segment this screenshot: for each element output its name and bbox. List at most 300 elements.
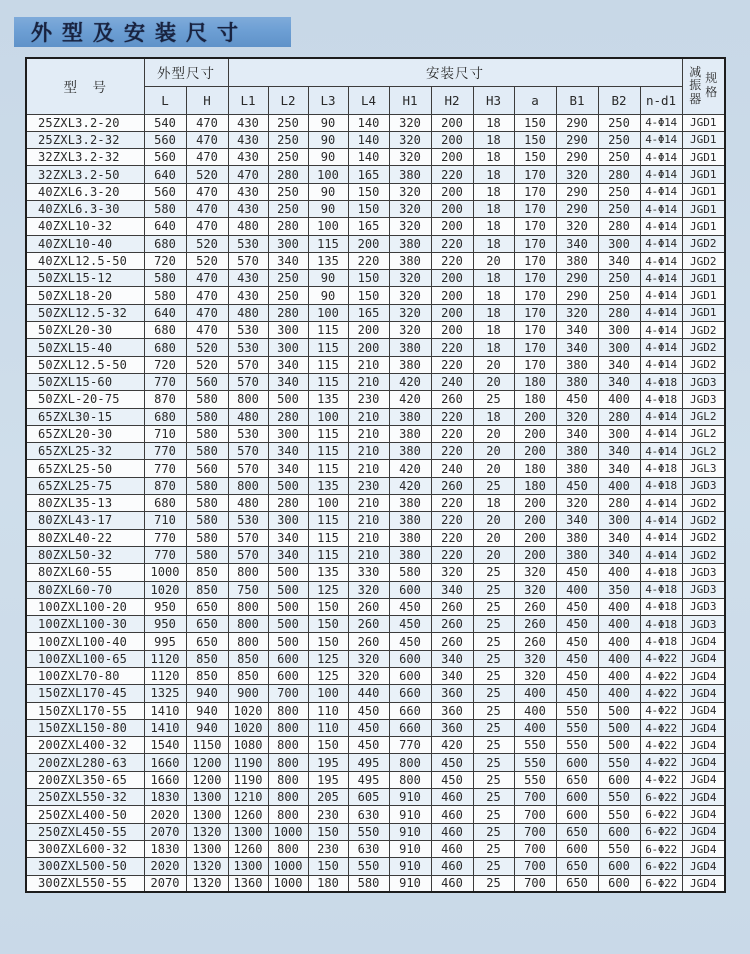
dimension-cell: 320	[389, 218, 431, 235]
nd1-cell: 6-Φ22	[640, 858, 682, 875]
table-row	[26, 495, 725, 512]
dimension-cell: 770	[144, 443, 186, 460]
dimension-cell: 1190	[228, 754, 268, 771]
dimension-cell: 18	[473, 339, 514, 356]
nd1-cell: 4-Φ14	[640, 235, 682, 252]
dimension-cell: 220	[348, 252, 389, 269]
dimension-cell: 25	[473, 650, 514, 667]
damper-spec-cell: JGD2	[682, 339, 725, 356]
table-row	[26, 304, 725, 321]
damper-spec-cell: JGD4	[682, 737, 725, 754]
dimension-cell: 290	[556, 183, 598, 200]
dimension-cell: 180	[514, 460, 556, 477]
dimension-cell: 18	[473, 322, 514, 339]
model-cell: 50ZXL12.5-50	[26, 356, 144, 373]
dimension-cell: 910	[389, 858, 431, 875]
model-cell: 65ZXL20-30	[26, 425, 144, 442]
dimension-cell: 450	[556, 477, 598, 494]
dimension-cell: 340	[598, 356, 640, 373]
nd1-cell: 4-Φ22	[640, 650, 682, 667]
damper-spec-cell: JGD2	[682, 322, 725, 339]
dimension-cell: 260	[514, 598, 556, 615]
nd1-cell: 6-Φ22	[640, 789, 682, 806]
dimension-cell: 220	[431, 166, 473, 183]
dimension-cell: 380	[389, 443, 431, 460]
damper-spec-cell: JGD4	[682, 754, 725, 771]
dimension-cell: 170	[514, 270, 556, 287]
dimension-cell: 380	[389, 529, 431, 546]
column-header-model: 型 号	[26, 58, 144, 114]
dimension-cell: 100	[308, 408, 348, 425]
dimension-cell: 200	[514, 408, 556, 425]
dimension-cell: 560	[144, 131, 186, 148]
dimension-cell: 25	[473, 477, 514, 494]
dimension-cell: 320	[431, 564, 473, 581]
dimension-cell: 290	[556, 149, 598, 166]
damper-spec-cell: JGL2	[682, 443, 725, 460]
table-row	[26, 322, 725, 339]
model-cell: 100ZXL100-65	[26, 650, 144, 667]
dimension-cell: 220	[431, 408, 473, 425]
table-row	[26, 789, 725, 806]
dimension-cell: 250	[268, 270, 308, 287]
dimension-cell: 950	[144, 616, 186, 633]
dimension-cell: 600	[598, 823, 640, 840]
dimension-cell: 800	[268, 702, 308, 719]
dimension-cell: 550	[598, 789, 640, 806]
dimension-cell: 850	[186, 650, 228, 667]
model-cell: 250ZXL450-55	[26, 823, 144, 840]
dimension-cell: 125	[308, 581, 348, 598]
dimension-cell: 320	[348, 581, 389, 598]
model-cell: 150ZXL170-55	[26, 702, 144, 719]
dimension-cell: 710	[144, 425, 186, 442]
model-cell: 80ZXL60-55	[26, 564, 144, 581]
table-row	[26, 823, 725, 840]
dimension-cell: 320	[389, 200, 431, 217]
dimension-cell: 200	[514, 495, 556, 512]
dimension-cell: 1300	[228, 823, 268, 840]
dimension-cell: 230	[308, 806, 348, 823]
dimension-cell: 25	[473, 858, 514, 875]
dimension-cell: 25	[473, 719, 514, 736]
dimension-cell: 18	[473, 287, 514, 304]
column-header-n-d1: n-d1	[640, 86, 682, 114]
damper-spec-cell: JGL2	[682, 408, 725, 425]
dimension-cell: 1260	[228, 806, 268, 823]
nd1-cell: 4-Φ14	[640, 529, 682, 546]
dimension-cell: 170	[514, 235, 556, 252]
dimension-cell: 300	[268, 235, 308, 252]
dimension-cell: 450	[389, 598, 431, 615]
table-row	[26, 875, 725, 892]
table-row	[26, 391, 725, 408]
damper-spec-cell: JGD1	[682, 287, 725, 304]
dimension-cell: 530	[228, 339, 268, 356]
dimension-cell: 550	[514, 754, 556, 771]
dimension-cell: 140	[348, 114, 389, 131]
dimension-cell: 195	[308, 771, 348, 788]
dimension-cell: 770	[389, 737, 431, 754]
dimension-cell: 260	[431, 616, 473, 633]
dimension-cell: 150	[308, 823, 348, 840]
dimension-cell: 250	[268, 183, 308, 200]
table-row	[26, 477, 725, 494]
nd1-cell: 4-Φ22	[640, 685, 682, 702]
dimension-cell: 260	[348, 616, 389, 633]
dimension-cell: 770	[144, 373, 186, 390]
dimension-cell: 380	[556, 443, 598, 460]
dimension-cell: 25	[473, 564, 514, 581]
dimension-cell: 580	[186, 529, 228, 546]
model-cell: 80ZXL60-70	[26, 581, 144, 598]
dimension-cell: 25	[473, 702, 514, 719]
dimension-cell: 380	[389, 546, 431, 563]
dimension-cell: 115	[308, 460, 348, 477]
dimension-cell: 18	[473, 304, 514, 321]
dimension-cell: 800	[389, 771, 431, 788]
dimension-cell: 135	[308, 252, 348, 269]
nd1-cell: 4-Φ18	[640, 391, 682, 408]
dimension-cell: 1660	[144, 771, 186, 788]
dimension-cell: 210	[348, 425, 389, 442]
dimension-cell: 640	[144, 304, 186, 321]
table-row	[26, 408, 725, 425]
damper-spec-cell: JGD4	[682, 840, 725, 857]
dimension-cell: 220	[431, 252, 473, 269]
dimension-cell: 470	[186, 114, 228, 131]
dimension-cell: 210	[348, 373, 389, 390]
dimension-cell: 380	[389, 166, 431, 183]
dimension-cell: 220	[431, 443, 473, 460]
dimension-cell: 720	[144, 252, 186, 269]
dimension-cell: 18	[473, 270, 514, 287]
dimension-cell: 680	[144, 495, 186, 512]
damper-spec-cell: JGD4	[682, 668, 725, 685]
dimension-cell: 290	[556, 200, 598, 217]
dimension-cell: 18	[473, 131, 514, 148]
dimension-cell: 650	[186, 633, 228, 650]
dimension-cell: 170	[514, 200, 556, 217]
dimension-cell: 480	[228, 495, 268, 512]
dimension-cell: 380	[389, 408, 431, 425]
dimension-cell: 800	[268, 806, 308, 823]
dimension-cell: 470	[186, 218, 228, 235]
nd1-cell: 4-Φ18	[640, 477, 682, 494]
damper-spec-cell: JGD1	[682, 114, 725, 131]
dimension-cell: 570	[228, 529, 268, 546]
table-row	[26, 598, 725, 615]
dimension-cell: 1120	[144, 650, 186, 667]
dimension-cell: 900	[228, 685, 268, 702]
dimension-cell: 570	[228, 373, 268, 390]
dimension-cell: 210	[348, 529, 389, 546]
dimension-cell: 600	[556, 789, 598, 806]
table-header	[26, 58, 725, 114]
dimension-cell: 340	[268, 443, 308, 460]
dimension-cell: 340	[268, 252, 308, 269]
dimension-cell: 600	[268, 650, 308, 667]
dimension-cell: 530	[228, 322, 268, 339]
dimension-cell: 450	[348, 737, 389, 754]
dimension-cell: 125	[308, 650, 348, 667]
table-row	[26, 771, 725, 788]
dimension-cell: 550	[598, 806, 640, 823]
model-cell: 200ZXL350-65	[26, 771, 144, 788]
dimension-cell: 530	[228, 425, 268, 442]
dimension-cell: 250	[268, 114, 308, 131]
dimension-cell: 115	[308, 425, 348, 442]
dimension-cell: 400	[598, 633, 640, 650]
dimension-cell: 680	[144, 339, 186, 356]
dimension-cell: 910	[389, 806, 431, 823]
dimension-cell: 20	[473, 356, 514, 373]
dimension-cell: 280	[598, 304, 640, 321]
table-row	[26, 114, 725, 131]
model-cell: 300ZXL600-32	[26, 840, 144, 857]
dimension-cell: 380	[556, 252, 598, 269]
dimension-cell: 450	[556, 616, 598, 633]
damper-spec-cell: JGD3	[682, 598, 725, 615]
dimension-cell: 18	[473, 235, 514, 252]
nd1-cell: 4-Φ14	[640, 270, 682, 287]
dimension-cell: 460	[431, 875, 473, 892]
dimension-cell: 340	[598, 529, 640, 546]
dimension-cell: 1000	[268, 858, 308, 875]
dimension-cell: 530	[228, 235, 268, 252]
dimension-cell: 1300	[228, 858, 268, 875]
dimension-cell: 200	[514, 443, 556, 460]
dimension-cell: 140	[348, 131, 389, 148]
dimension-cell: 380	[389, 235, 431, 252]
dimension-cell: 460	[431, 823, 473, 840]
dimension-cell: 680	[144, 322, 186, 339]
dimension-cell: 250	[268, 287, 308, 304]
model-cell: 100ZXL70-80	[26, 668, 144, 685]
dimension-cell: 450	[556, 668, 598, 685]
dimension-cell: 300	[598, 235, 640, 252]
table-row	[26, 858, 725, 875]
dimension-cell: 20	[473, 460, 514, 477]
dimension-cell: 340	[556, 322, 598, 339]
model-cell: 65ZXL30-15	[26, 408, 144, 425]
dimension-cell: 380	[556, 460, 598, 477]
dimension-cell: 430	[228, 200, 268, 217]
dimension-cell: 340	[268, 373, 308, 390]
dimension-cell: 910	[389, 789, 431, 806]
dimension-cell: 200	[431, 322, 473, 339]
dimension-cell: 380	[389, 356, 431, 373]
dimension-cell: 1540	[144, 737, 186, 754]
dimension-cell: 870	[144, 477, 186, 494]
table-row	[26, 356, 725, 373]
dimension-cell: 1300	[186, 806, 228, 823]
damper-header	[683, 59, 725, 114]
dimension-cell: 340	[268, 529, 308, 546]
dimension-cell: 460	[431, 806, 473, 823]
dimension-cell: 800	[228, 616, 268, 633]
dimension-cell: 300	[268, 322, 308, 339]
dimension-cell: 20	[473, 373, 514, 390]
dimension-cell: 470	[186, 149, 228, 166]
dimension-cell: 450	[556, 650, 598, 667]
damper-spec-cell: JGD2	[682, 495, 725, 512]
dimension-cell: 600	[389, 581, 431, 598]
column-header-L3: L3	[308, 86, 348, 114]
nd1-cell: 4-Φ14	[640, 131, 682, 148]
model-cell: 50ZXL15-12	[26, 270, 144, 287]
dimension-cell: 115	[308, 339, 348, 356]
dimension-cell: 800	[268, 771, 308, 788]
dimension-cell: 25	[473, 875, 514, 892]
model-cell: 40ZXL10-32	[26, 218, 144, 235]
model-cell: 50ZXL20-30	[26, 322, 144, 339]
dimension-cell: 320	[556, 166, 598, 183]
dimension-cell: 320	[514, 581, 556, 598]
dimension-cell: 200	[431, 183, 473, 200]
dimension-cell: 20	[473, 529, 514, 546]
dimension-cell: 500	[598, 702, 640, 719]
dimension-cell: 250	[598, 287, 640, 304]
dimension-cell: 25	[473, 840, 514, 857]
dimension-cell: 550	[348, 858, 389, 875]
dimension-cell: 1080	[228, 737, 268, 754]
dimension-cell: 570	[228, 356, 268, 373]
dimension-cell: 470	[186, 270, 228, 287]
column-header-L4: L4	[348, 86, 389, 114]
dimension-cell: 520	[186, 235, 228, 252]
dimension-cell: 400	[598, 668, 640, 685]
dimension-cell: 150	[308, 616, 348, 633]
table-row	[26, 373, 725, 390]
dimension-cell: 600	[556, 754, 598, 771]
dimension-cell: 320	[389, 322, 431, 339]
dimension-cell: 320	[556, 495, 598, 512]
dimension-cell: 150	[348, 183, 389, 200]
dimension-cell: 450	[556, 598, 598, 615]
dimension-cell: 940	[186, 702, 228, 719]
dimension-cell: 580	[186, 495, 228, 512]
dimension-cell: 600	[598, 875, 640, 892]
dimension-cell: 480	[228, 218, 268, 235]
damper-spec-cell: JGD4	[682, 702, 725, 719]
model-cell: 300ZXL550-55	[26, 875, 144, 892]
dimension-cell: 150	[308, 598, 348, 615]
dimension-cell: 660	[389, 719, 431, 736]
table-row	[26, 270, 725, 287]
dimension-cell: 630	[348, 806, 389, 823]
dimension-cell: 320	[389, 304, 431, 321]
model-cell: 80ZXL50-32	[26, 546, 144, 563]
dimension-cell: 550	[348, 823, 389, 840]
dimension-cell: 90	[308, 183, 348, 200]
dimension-cell: 500	[268, 564, 308, 581]
dimension-cell: 430	[228, 114, 268, 131]
model-cell: 80ZXL40-22	[26, 529, 144, 546]
nd1-cell: 4-Φ14	[640, 408, 682, 425]
column-header-L2: L2	[268, 86, 308, 114]
dimension-cell: 500	[268, 633, 308, 650]
dimension-cell: 400	[598, 598, 640, 615]
dimension-cell: 2070	[144, 875, 186, 892]
table-row	[26, 737, 725, 754]
table-row	[26, 166, 725, 183]
damper-spec-cell: JGD2	[682, 235, 725, 252]
dimension-cell: 1120	[144, 668, 186, 685]
dimension-cell: 430	[228, 287, 268, 304]
dimension-cell: 170	[514, 339, 556, 356]
dimension-cell: 1000	[268, 875, 308, 892]
dimension-cell: 320	[389, 287, 431, 304]
dimension-cell: 280	[268, 408, 308, 425]
dimension-cell: 1320	[186, 823, 228, 840]
dimension-cell: 450	[431, 771, 473, 788]
nd1-cell: 6-Φ22	[640, 875, 682, 892]
dimension-cell: 560	[144, 149, 186, 166]
dimension-cell: 260	[348, 598, 389, 615]
dimension-cell: 150	[514, 149, 556, 166]
dimension-cell: 340	[268, 356, 308, 373]
dimension-cell: 340	[556, 339, 598, 356]
dimension-cell: 320	[389, 114, 431, 131]
dimension-cell: 380	[389, 339, 431, 356]
dimension-cell: 340	[556, 512, 598, 529]
table-row	[26, 668, 725, 685]
dimension-cell: 320	[348, 668, 389, 685]
dimension-cell: 470	[186, 304, 228, 321]
column-header-H: H	[186, 86, 228, 114]
column-group-install-dims: 安装尺寸	[228, 58, 682, 86]
dimension-cell: 230	[348, 477, 389, 494]
model-cell: 40ZXL10-40	[26, 235, 144, 252]
dimension-cell: 420	[431, 737, 473, 754]
dimension-cell: 170	[514, 356, 556, 373]
dimension-cell: 400	[556, 581, 598, 598]
dimension-cell: 800	[228, 564, 268, 581]
table-row	[26, 131, 725, 148]
model-cell: 80ZXL35-13	[26, 495, 144, 512]
dimension-cell: 380	[556, 373, 598, 390]
dimension-cell: 800	[268, 840, 308, 857]
dimension-cell: 850	[186, 564, 228, 581]
dimension-cell: 500	[268, 477, 308, 494]
dimension-cell: 320	[348, 650, 389, 667]
nd1-cell: 4-Φ14	[640, 495, 682, 512]
dimension-cell: 340	[598, 546, 640, 563]
table-row	[26, 650, 725, 667]
table-row	[26, 149, 725, 166]
dimension-cell: 195	[308, 754, 348, 771]
dimension-cell: 250	[598, 131, 640, 148]
dimension-cell: 100	[308, 495, 348, 512]
damper-spec-cell: JGD4	[682, 858, 725, 875]
dimension-cell: 400	[514, 685, 556, 702]
dimension-cell: 280	[268, 304, 308, 321]
dimension-cell: 460	[431, 840, 473, 857]
model-cell: 25ZXL3.2-32	[26, 131, 144, 148]
dimension-cell: 340	[598, 373, 640, 390]
dimension-cell: 200	[431, 149, 473, 166]
model-cell: 65ZXL25-32	[26, 443, 144, 460]
dimension-cell: 470	[228, 166, 268, 183]
dimension-cell: 135	[308, 391, 348, 408]
dimension-cell: 430	[228, 149, 268, 166]
dimension-cell: 700	[514, 823, 556, 840]
dimension-cell: 800	[268, 719, 308, 736]
dimension-cell: 260	[514, 633, 556, 650]
dimension-cell: 600	[556, 806, 598, 823]
dimension-cell: 560	[144, 183, 186, 200]
